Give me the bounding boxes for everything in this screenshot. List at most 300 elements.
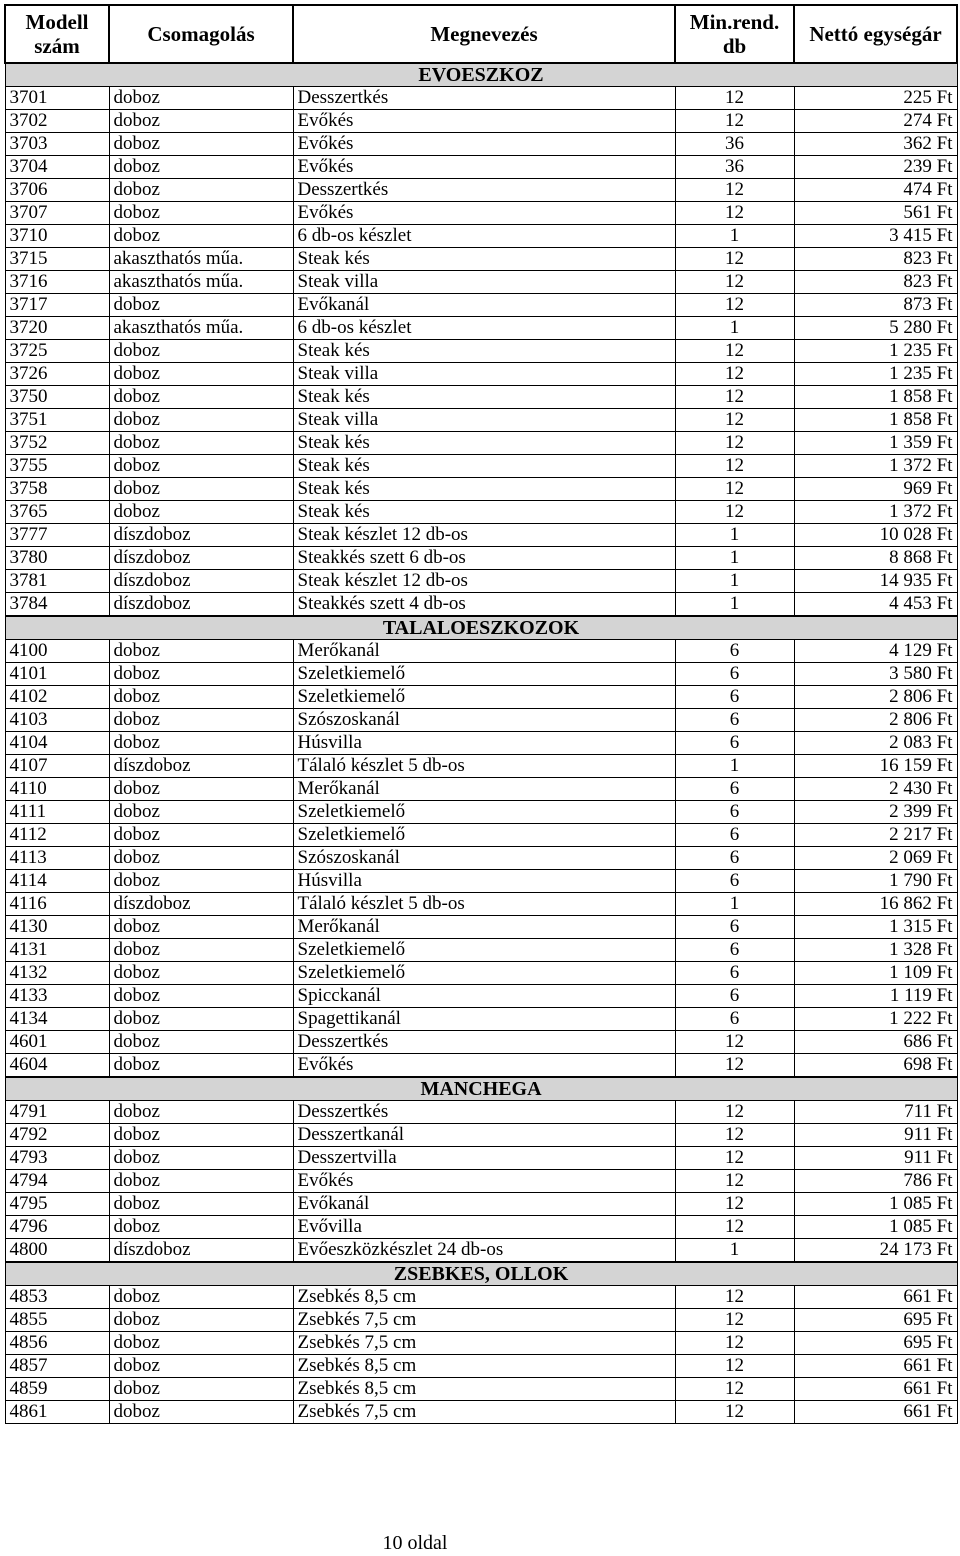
price-cell: 16 862 Ft	[794, 893, 957, 916]
packaging-cell: díszdoboz	[109, 593, 293, 617]
model-number-cell: 4133	[5, 985, 109, 1008]
price-cell: 1 315 Ft	[794, 916, 957, 939]
product-name-cell: Desszertkanál	[293, 1124, 675, 1147]
table-row	[5, 455, 957, 478]
product-name-cell: Steak villa	[293, 409, 675, 432]
price-cell: 969 Ft	[794, 478, 957, 501]
table-row	[5, 1216, 957, 1239]
min-order-cell: 12	[675, 1101, 794, 1124]
model-number-cell: 3716	[5, 271, 109, 294]
min-order-cell: 12	[675, 340, 794, 363]
product-name-cell: Steakkés szett 6 db-os	[293, 547, 675, 570]
product-name-cell: Tálaló készlet 5 db-os	[293, 893, 675, 916]
model-number-cell: 3706	[5, 179, 109, 202]
min-order-cell: 6	[675, 709, 794, 732]
min-order-cell: 12	[675, 501, 794, 524]
price-cell: 1 858 Ft	[794, 386, 957, 409]
min-order-cell: 12	[675, 110, 794, 133]
price-cell: 2 217 Ft	[794, 824, 957, 847]
min-order-cell: 6	[675, 732, 794, 755]
model-number-cell: 3784	[5, 593, 109, 617]
min-order-cell: 6	[675, 962, 794, 985]
model-number-cell: 3758	[5, 478, 109, 501]
product-name-cell: Evőeszközkészlet 24 db-os	[293, 1239, 675, 1263]
table-row	[5, 1332, 957, 1355]
product-name-cell: Szeletkiemelő	[293, 801, 675, 824]
price-cell: 10 028 Ft	[794, 524, 957, 547]
model-number-cell: 3765	[5, 501, 109, 524]
product-name-cell: Evőkés	[293, 110, 675, 133]
product-name-cell: Szeletkiemelő	[293, 686, 675, 709]
table-row	[5, 663, 957, 686]
table-row	[5, 524, 957, 547]
product-name-cell: Steak kés	[293, 386, 675, 409]
product-name-cell: Steak villa	[293, 271, 675, 294]
model-number-cell: 4112	[5, 824, 109, 847]
table-row	[5, 847, 957, 870]
packaging-cell: doboz	[109, 501, 293, 524]
min-order-cell: 1	[675, 570, 794, 593]
price-cell: 1 372 Ft	[794, 455, 957, 478]
packaging-cell: doboz	[109, 1286, 293, 1309]
price-cell: 686 Ft	[794, 1031, 957, 1054]
model-number-cell: 4104	[5, 732, 109, 755]
packaging-cell: doboz	[109, 1008, 293, 1031]
min-order-cell: 12	[675, 455, 794, 478]
min-order-cell: 12	[675, 1054, 794, 1078]
min-order-cell: 12	[675, 1378, 794, 1401]
table-row	[5, 202, 957, 225]
product-name-cell: 6 db-os készlet	[293, 225, 675, 248]
price-cell: 3 580 Ft	[794, 663, 957, 686]
header-net-unit-price: Nettó egységár	[794, 5, 957, 63]
product-name-cell: Steak kés	[293, 340, 675, 363]
packaging-cell: doboz	[109, 939, 293, 962]
packaging-cell: doboz	[109, 409, 293, 432]
header-model-number: Modell szám	[5, 5, 109, 63]
model-number-cell: 4793	[5, 1147, 109, 1170]
min-order-cell: 12	[675, 432, 794, 455]
packaging-cell: doboz	[109, 985, 293, 1008]
min-order-cell: 12	[675, 1401, 794, 1424]
product-name-cell: Steak kés	[293, 501, 675, 524]
model-number-cell: 4853	[5, 1286, 109, 1309]
min-order-cell: 6	[675, 939, 794, 962]
model-number-cell: 4100	[5, 640, 109, 663]
min-order-cell: 6	[675, 663, 794, 686]
model-number-cell: 3780	[5, 547, 109, 570]
price-cell: 661 Ft	[794, 1378, 957, 1401]
table-row	[5, 1101, 957, 1124]
price-cell: 1 359 Ft	[794, 432, 957, 455]
section-header-row	[5, 616, 957, 640]
model-number-cell: 3703	[5, 133, 109, 156]
price-cell: 695 Ft	[794, 1332, 957, 1355]
price-cell: 823 Ft	[794, 271, 957, 294]
packaging-cell: doboz	[109, 432, 293, 455]
product-name-cell: Tálaló készlet 5 db-os	[293, 755, 675, 778]
section-title: MANCHEGA	[5, 1077, 957, 1101]
product-name-cell: Evőkés	[293, 1170, 675, 1193]
model-number-cell: 3720	[5, 317, 109, 340]
model-number-cell: 4794	[5, 1170, 109, 1193]
product-name-cell: Evőkanál	[293, 294, 675, 317]
min-order-cell: 36	[675, 133, 794, 156]
table-row	[5, 1031, 957, 1054]
price-cell: 661 Ft	[794, 1401, 957, 1424]
model-number-cell: 4604	[5, 1054, 109, 1078]
min-order-cell: 6	[675, 847, 794, 870]
model-number-cell: 4855	[5, 1309, 109, 1332]
packaging-cell: doboz	[109, 340, 293, 363]
product-name-cell: Steak készlet 12 db-os	[293, 524, 675, 547]
packaging-cell: doboz	[109, 1355, 293, 1378]
product-name-cell: Zsebkés 7,5 cm	[293, 1401, 675, 1424]
min-order-cell: 12	[675, 1193, 794, 1216]
min-order-cell: 36	[675, 156, 794, 179]
min-order-cell: 6	[675, 1008, 794, 1031]
section-header-row	[5, 1077, 957, 1101]
packaging-cell: doboz	[109, 801, 293, 824]
model-number-cell: 4856	[5, 1332, 109, 1355]
min-order-cell: 12	[675, 179, 794, 202]
model-number-cell: 4861	[5, 1401, 109, 1424]
table-row	[5, 87, 957, 110]
min-order-cell: 12	[675, 1170, 794, 1193]
product-name-cell: Evőkés	[293, 202, 675, 225]
packaging-cell: doboz	[109, 133, 293, 156]
model-number-cell: 4116	[5, 893, 109, 916]
model-number-cell: 4800	[5, 1239, 109, 1263]
section-header-row	[5, 63, 957, 87]
header-packaging: Csomagolás	[109, 5, 293, 63]
min-order-cell: 12	[675, 1309, 794, 1332]
price-cell: 1 328 Ft	[794, 939, 957, 962]
packaging-cell: doboz	[109, 1101, 293, 1124]
price-cell: 4 129 Ft	[794, 640, 957, 663]
product-name-cell: Merőkanál	[293, 640, 675, 663]
product-name-cell: Steak kés	[293, 432, 675, 455]
table-row	[5, 133, 957, 156]
model-number-cell: 4859	[5, 1378, 109, 1401]
price-cell: 786 Ft	[794, 1170, 957, 1193]
table-row	[5, 1193, 957, 1216]
table-row	[5, 593, 957, 617]
table-body	[5, 63, 957, 1424]
packaging-cell: akaszthatós műa.	[109, 317, 293, 340]
model-number-cell: 3702	[5, 110, 109, 133]
table-row	[5, 294, 957, 317]
model-number-cell: 4113	[5, 847, 109, 870]
min-order-cell: 12	[675, 1332, 794, 1355]
price-cell: 1 119 Ft	[794, 985, 957, 1008]
model-number-cell: 4131	[5, 939, 109, 962]
model-number-cell: 4792	[5, 1124, 109, 1147]
price-cell: 2 806 Ft	[794, 709, 957, 732]
product-name-cell: Zsebkés 8,5 cm	[293, 1378, 675, 1401]
table-row	[5, 1286, 957, 1309]
packaging-cell: doboz	[109, 962, 293, 985]
packaging-cell: doboz	[109, 1378, 293, 1401]
table-row	[5, 640, 957, 663]
min-order-cell: 12	[675, 386, 794, 409]
table-row	[5, 1054, 957, 1078]
min-order-cell: 12	[675, 1147, 794, 1170]
min-order-cell: 6	[675, 778, 794, 801]
packaging-cell: doboz	[109, 686, 293, 709]
table-row	[5, 1401, 957, 1424]
price-cell: 873 Ft	[794, 294, 957, 317]
product-name-cell: Szeletkiemelő	[293, 663, 675, 686]
product-name-cell: Húsvilla	[293, 732, 675, 755]
model-number-cell: 3750	[5, 386, 109, 409]
price-cell: 1 372 Ft	[794, 501, 957, 524]
model-number-cell: 4134	[5, 1008, 109, 1031]
price-cell: 16 159 Ft	[794, 755, 957, 778]
product-name-cell: Merőkanál	[293, 916, 675, 939]
packaging-cell: doboz	[109, 110, 293, 133]
packaging-cell: akaszthatós műa.	[109, 248, 293, 271]
table-row	[5, 547, 957, 570]
model-number-cell: 3704	[5, 156, 109, 179]
model-number-cell: 3726	[5, 363, 109, 386]
product-name-cell: Evőkanál	[293, 1193, 675, 1216]
packaging-cell: doboz	[109, 870, 293, 893]
product-name-cell: Desszertkés	[293, 179, 675, 202]
price-cell: 711 Ft	[794, 1101, 957, 1124]
product-name-cell: Steak kés	[293, 248, 675, 271]
table-row	[5, 317, 957, 340]
packaging-cell: doboz	[109, 1401, 293, 1424]
packaging-cell: doboz	[109, 1309, 293, 1332]
price-cell: 1 790 Ft	[794, 870, 957, 893]
model-number-cell: 4111	[5, 801, 109, 824]
header-row	[5, 5, 957, 63]
min-order-cell: 6	[675, 801, 794, 824]
packaging-cell: doboz	[109, 663, 293, 686]
packaging-cell: doboz	[109, 363, 293, 386]
product-name-cell: Merőkanál	[293, 778, 675, 801]
table-row	[5, 1170, 957, 1193]
product-name-cell: Steakkés szett 4 db-os	[293, 593, 675, 617]
packaging-cell: díszdoboz	[109, 524, 293, 547]
min-order-cell: 1	[675, 893, 794, 916]
price-cell: 661 Ft	[794, 1355, 957, 1378]
section-title: TALALOESZKOZOK	[5, 616, 957, 640]
model-number-cell: 4101	[5, 663, 109, 686]
price-cell: 2 806 Ft	[794, 686, 957, 709]
table-row	[5, 1378, 957, 1401]
min-order-cell: 6	[675, 686, 794, 709]
min-order-cell: 6	[675, 824, 794, 847]
product-name-cell: Szeletkiemelő	[293, 962, 675, 985]
model-number-cell: 4795	[5, 1193, 109, 1216]
packaging-cell: doboz	[109, 709, 293, 732]
packaging-cell: doboz	[109, 847, 293, 870]
model-number-cell: 3701	[5, 87, 109, 110]
table-row	[5, 1239, 957, 1263]
table-row	[5, 156, 957, 179]
table-row	[5, 340, 957, 363]
table-row	[5, 686, 957, 709]
table-row	[5, 409, 957, 432]
packaging-cell: doboz	[109, 1031, 293, 1054]
product-name-cell: Zsebkés 8,5 cm	[293, 1355, 675, 1378]
price-cell: 561 Ft	[794, 202, 957, 225]
product-name-cell: Desszertkés	[293, 1031, 675, 1054]
min-order-cell: 12	[675, 248, 794, 271]
min-order-cell: 12	[675, 363, 794, 386]
table-row	[5, 386, 957, 409]
table-row	[5, 893, 957, 916]
price-cell: 911 Ft	[794, 1124, 957, 1147]
model-number-cell: 3725	[5, 340, 109, 363]
min-order-cell: 6	[675, 985, 794, 1008]
product-name-cell: Húsvilla	[293, 870, 675, 893]
table-row	[5, 478, 957, 501]
packaging-cell: doboz	[109, 87, 293, 110]
price-cell: 2 083 Ft	[794, 732, 957, 755]
packaging-cell: díszdoboz	[109, 755, 293, 778]
price-cell: 474 Ft	[794, 179, 957, 202]
packaging-cell: doboz	[109, 1054, 293, 1078]
price-cell: 1 085 Ft	[794, 1216, 957, 1239]
packaging-cell: doboz	[109, 478, 293, 501]
table-row	[5, 939, 957, 962]
table-row	[5, 225, 957, 248]
packaging-cell: doboz	[109, 778, 293, 801]
price-cell: 698 Ft	[794, 1054, 957, 1078]
model-number-cell: 3777	[5, 524, 109, 547]
product-name-cell: Desszertkés	[293, 1101, 675, 1124]
table-row	[5, 363, 957, 386]
section-header-row	[5, 1262, 957, 1286]
packaging-cell: doboz	[109, 202, 293, 225]
price-cell: 24 173 Ft	[794, 1239, 957, 1263]
section-title: EVOESZKOZ	[5, 63, 957, 87]
packaging-cell: doboz	[109, 455, 293, 478]
packaging-cell: doboz	[109, 1216, 293, 1239]
product-name-cell: Zsebkés 8,5 cm	[293, 1286, 675, 1309]
min-order-cell: 12	[675, 271, 794, 294]
table-row	[5, 824, 957, 847]
table-row	[5, 916, 957, 939]
price-cell: 661 Ft	[794, 1286, 957, 1309]
model-number-cell: 4796	[5, 1216, 109, 1239]
min-order-cell: 12	[675, 1124, 794, 1147]
table-row	[5, 985, 957, 1008]
min-order-cell: 12	[675, 1031, 794, 1054]
price-cell: 2 399 Ft	[794, 801, 957, 824]
model-number-cell: 3710	[5, 225, 109, 248]
model-number-cell: 4601	[5, 1031, 109, 1054]
min-order-cell: 1	[675, 593, 794, 617]
product-name-cell: Evőkés	[293, 133, 675, 156]
packaging-cell: díszdoboz	[109, 570, 293, 593]
price-cell: 5 280 Ft	[794, 317, 957, 340]
packaging-cell: doboz	[109, 732, 293, 755]
packaging-cell: doboz	[109, 640, 293, 663]
price-cell: 911 Ft	[794, 1147, 957, 1170]
model-number-cell: 3717	[5, 294, 109, 317]
packaging-cell: doboz	[109, 916, 293, 939]
table-row	[5, 110, 957, 133]
product-name-cell: Evővilla	[293, 1216, 675, 1239]
product-name-cell: Szószoskanál	[293, 709, 675, 732]
table-row	[5, 248, 957, 271]
product-name-cell: Steak kés	[293, 478, 675, 501]
price-cell: 14 935 Ft	[794, 570, 957, 593]
model-number-cell: 4130	[5, 916, 109, 939]
min-order-cell: 12	[675, 1355, 794, 1378]
price-cell: 4 453 Ft	[794, 593, 957, 617]
table-row	[5, 1147, 957, 1170]
price-cell: 1 085 Ft	[794, 1193, 957, 1216]
table-row	[5, 432, 957, 455]
table-row	[5, 1008, 957, 1031]
min-order-cell: 12	[675, 478, 794, 501]
table-row	[5, 870, 957, 893]
model-number-cell: 4107	[5, 755, 109, 778]
section-title: ZSEBKES, OLLOK	[5, 1262, 957, 1286]
price-list-table	[4, 4, 958, 1424]
min-order-cell: 1	[675, 755, 794, 778]
table-row	[5, 570, 957, 593]
price-list-sheet	[4, 4, 956, 1424]
min-order-cell: 12	[675, 87, 794, 110]
table-row	[5, 801, 957, 824]
product-name-cell: Spagettikanál	[293, 1008, 675, 1031]
table-row	[5, 709, 957, 732]
product-name-cell: Desszertvilla	[293, 1147, 675, 1170]
packaging-cell: doboz	[109, 156, 293, 179]
min-order-cell: 6	[675, 916, 794, 939]
min-order-cell: 1	[675, 225, 794, 248]
min-order-cell: 6	[675, 640, 794, 663]
packaging-cell: díszdoboz	[109, 1239, 293, 1263]
price-cell: 1 235 Ft	[794, 363, 957, 386]
price-cell: 8 868 Ft	[794, 547, 957, 570]
packaging-cell: doboz	[109, 225, 293, 248]
min-order-cell: 1	[675, 547, 794, 570]
min-order-cell: 1	[675, 317, 794, 340]
product-name-cell: Zsebkés 7,5 cm	[293, 1309, 675, 1332]
packaging-cell: doboz	[109, 824, 293, 847]
product-name-cell: Szeletkiemelő	[293, 824, 675, 847]
model-number-cell: 4114	[5, 870, 109, 893]
min-order-cell: 12	[675, 1286, 794, 1309]
page-number: 10 oldal	[382, 1532, 448, 1554]
product-name-cell: Evőkés	[293, 156, 675, 179]
price-cell: 695 Ft	[794, 1309, 957, 1332]
model-number-cell: 4132	[5, 962, 109, 985]
min-order-cell: 12	[675, 294, 794, 317]
price-cell: 823 Ft	[794, 248, 957, 271]
table-row	[5, 1355, 957, 1378]
table-row	[5, 962, 957, 985]
price-cell: 1 109 Ft	[794, 962, 957, 985]
model-number-cell: 3755	[5, 455, 109, 478]
table-row	[5, 501, 957, 524]
min-order-cell: 12	[675, 202, 794, 225]
product-name-cell: 6 db-os készlet	[293, 317, 675, 340]
price-cell: 1 858 Ft	[794, 409, 957, 432]
table-row	[5, 1124, 957, 1147]
table-row	[5, 732, 957, 755]
table-row	[5, 271, 957, 294]
model-number-cell: 4103	[5, 709, 109, 732]
product-name-cell: Zsebkés 7,5 cm	[293, 1332, 675, 1355]
